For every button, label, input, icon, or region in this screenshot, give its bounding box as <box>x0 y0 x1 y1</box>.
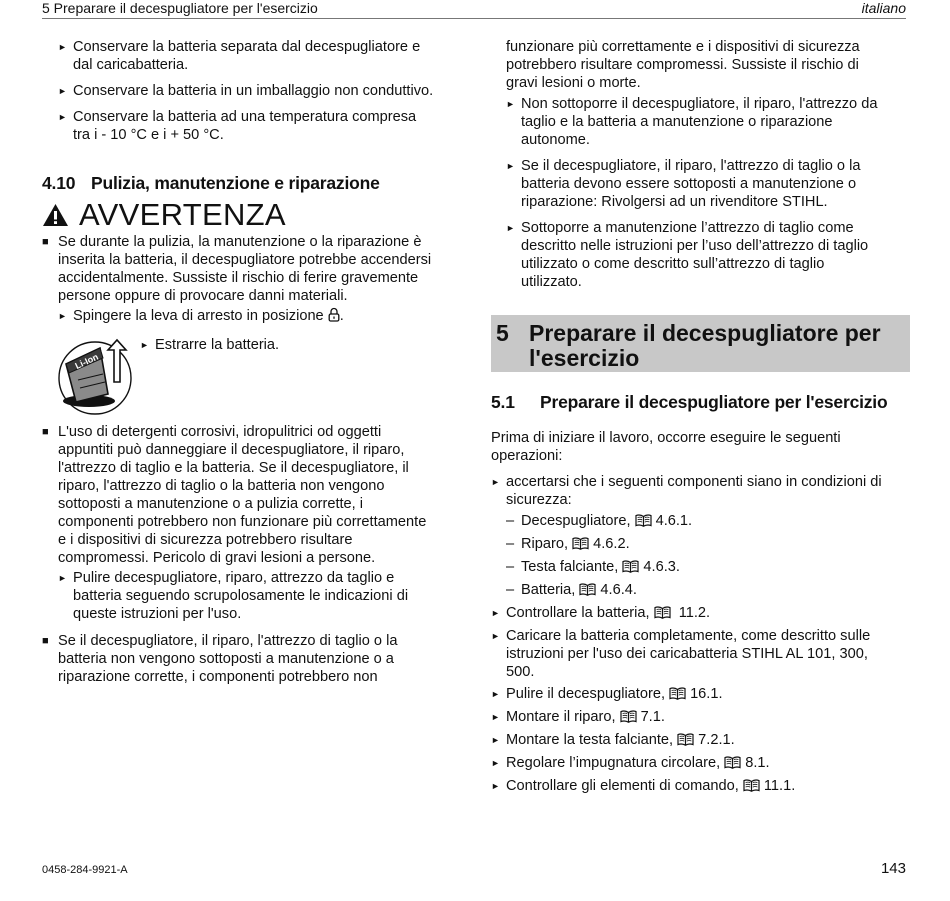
reference-number: 4.6.2. <box>593 536 630 552</box>
list-item <box>140 336 440 354</box>
triangle-bullet-icon: ► <box>491 631 500 641</box>
book-reference-icon <box>572 537 589 550</box>
document-number: 0458-284-9921-A <box>42 864 128 876</box>
list-item-text: Non sottoporre il decespugliatore, il riparo, l'attrezzo da taglio e la batteria a manutenzione o riparazione autonome. <box>521 96 878 148</box>
triangle-bullet-icon: ► <box>58 573 67 583</box>
reference-number: 8.1. <box>745 755 770 771</box>
dash-bullet: – <box>506 559 515 575</box>
book-reference-icon <box>654 606 671 619</box>
section-number: 4.10 <box>42 173 76 193</box>
book-reference-icon <box>743 779 760 792</box>
warning-triangle-icon <box>42 203 69 227</box>
list-item <box>506 157 916 211</box>
list-item-text: Batteria, <box>521 582 576 598</box>
book-reference-icon <box>620 710 637 723</box>
triangle-bullet-icon: ► <box>491 735 500 745</box>
triangle-bullet-icon: ► <box>506 223 515 233</box>
reference-number: 7.2.1. <box>698 732 735 748</box>
sub-list-item <box>506 512 906 530</box>
list-item <box>58 108 468 144</box>
battery-removal-illustration <box>56 336 136 416</box>
battery-label: Li-Ion <box>73 351 100 372</box>
intro-paragraph: Prima di iniziare il lavoro, occorre eseguire le seguenti operazioni: <box>491 430 841 464</box>
warning-heading <box>42 198 286 232</box>
list-item-text: Estrarre la batteria. <box>155 337 280 353</box>
warning-item <box>42 233 462 305</box>
dash-bullet: – <box>506 536 515 552</box>
running-header-section: 5 Preparare il decespugliatore per l'esercizio <box>42 0 318 16</box>
list-item-text: Riparo, <box>521 536 569 552</box>
list-item-text: Pulire il decespugliatore, <box>506 686 665 702</box>
book-reference-icon <box>669 687 686 700</box>
reference-number: 11.2. <box>678 605 711 621</box>
triangle-bullet-icon: ► <box>491 712 500 722</box>
section-title: Preparare il decespugliatore per l'esercizio <box>540 392 888 412</box>
reference-number: 4.6.1. <box>655 513 693 529</box>
list-item <box>491 604 911 622</box>
lock-icon <box>328 307 340 322</box>
chapter-number: 5 <box>496 320 509 346</box>
warning-item <box>42 632 467 686</box>
triangle-bullet-icon: ► <box>58 112 67 122</box>
list-item <box>491 731 911 749</box>
square-bullet-icon: ■ <box>42 635 49 647</box>
list-item <box>58 38 468 74</box>
running-header-language: italiano <box>861 0 906 16</box>
section-heading-4-10 <box>42 174 380 192</box>
list-item-text: Conservare la batteria separata dal decespugliatore e dal caricabatteria. <box>73 39 421 73</box>
triangle-bullet-icon: ► <box>491 689 500 699</box>
list-item-text: Sottoporre a manutenzione l’attrezzo di taglio come descritto nelle istruzioni per l’uso dell’attrezzo di taglio utilizzato o come descritto sull’attrezzo di taglio utilizzato. <box>521 220 869 290</box>
list-item-text: Spingere la leva di arresto in posizione <box>73 308 324 324</box>
warning-item <box>42 423 467 567</box>
square-bullet-icon: ■ <box>42 426 49 438</box>
sub-list-item <box>506 535 906 553</box>
list-item-text: accertarsi che i seguenti componenti siano in condizioni di sicurezza: <box>506 474 882 508</box>
triangle-bullet-icon: ► <box>58 311 67 321</box>
list-item <box>491 627 916 681</box>
reference-number: 4.6.3. <box>643 559 680 575</box>
triangle-bullet-icon: ► <box>58 86 67 96</box>
list-item <box>491 473 916 509</box>
dash-bullet: – <box>506 582 515 598</box>
triangle-bullet-icon: ► <box>491 781 500 791</box>
warning-text: Se durante la pulizia, la manutenzione o la riparazione è inserita la batteria, il decespugliatore potrebbe accendersi accidentalmente. Sussiste il rischio di ferire gravemente persone oppure di provocare danni materiali. <box>58 234 432 304</box>
triangle-bullet-icon: ► <box>491 758 500 768</box>
list-item-text: Decespugliatore, <box>521 513 631 529</box>
warning-label: AVVERTENZA <box>79 197 286 232</box>
list-item <box>491 685 911 703</box>
warning-text: Se il decespugliatore, il riparo, l'attrezzo di taglio o la batteria non vengono sottoposti a manutenzione o a riparazione corrette, i componenti potrebbero non <box>58 633 398 685</box>
list-item-text: Montare il riparo, <box>506 709 616 725</box>
list-item-text: Conservare la batteria ad una temperatura compresa tra i - 10 °C e i + 50 °C. <box>73 109 417 143</box>
list-item-text: Pulire decespugliatore, riparo, attrezzo da taglio e batteria seguendo scrupolosamente le indicazioni di queste istruzioni per l'uso. <box>73 570 409 622</box>
warning-text: L'uso di detergenti corrosivi, idropulitrici od oggetti appuntiti può danneggiare il decespugliatore, il riparo, l'attrezzo di taglio e la batteria. Se il decespugliatore, il riparo, l'attrezzo di taglio o la batteria non vengono sottoposti a manutenzione o a pulizia corrette, i componenti potrebbero non funzionare più correttamente e i dispositivi di sicurezza potrebbero risultare compromessi. Pericolo di gravi lesioni a persone. <box>58 424 427 566</box>
triangle-bullet-icon: ► <box>506 99 515 109</box>
triangle-bullet-icon: ► <box>491 608 500 618</box>
book-reference-icon <box>635 514 652 527</box>
triangle-bullet-icon: ► <box>140 340 149 350</box>
list-item-text: Controllare gli elementi di comando, <box>506 778 739 794</box>
book-reference-icon <box>622 560 639 573</box>
list-item-text: Caricare la batteria completamente, come descritto sulle istruzioni per l'uso dei caricabatteria STIHL AL 101, 300, 500. <box>506 628 871 680</box>
reference-number: 7.1. <box>640 709 665 725</box>
list-item-text: Conservare la batteria in un imballaggio non conduttivo. <box>73 83 434 99</box>
list-item <box>506 95 916 149</box>
reference-number: 16.1. <box>690 686 723 702</box>
triangle-bullet-icon: ► <box>506 161 515 171</box>
section-heading-5-1 <box>491 393 887 411</box>
section-number: 5.1 <box>491 392 515 412</box>
list-item-text: Regolare l’impugnatura circolare, <box>506 755 721 771</box>
list-item-text: Controllare la batteria, <box>506 605 650 621</box>
list-item <box>491 708 911 726</box>
book-reference-icon <box>724 756 741 769</box>
list-item <box>491 777 911 795</box>
warning-text-continued: funzionare più correttamente e i dispositivi di sicurezza potrebbero risultare compromessi. Sussiste il rischio di gravi lesioni o morte. <box>506 39 860 91</box>
triangle-bullet-icon: ► <box>58 42 67 52</box>
sub-list-item <box>506 581 906 599</box>
list-item <box>491 754 911 772</box>
list-item <box>58 569 458 623</box>
list-item-text: Montare la testa falciante, <box>506 732 674 748</box>
list-item <box>506 219 916 291</box>
book-reference-icon <box>579 583 596 596</box>
dash-bullet: – <box>506 513 515 529</box>
reference-number: 11.1. <box>763 778 796 794</box>
reference-number: 4.6.4. <box>600 582 637 598</box>
triangle-bullet-icon: ► <box>491 477 500 487</box>
header-rule <box>42 18 906 19</box>
sub-list-item <box>506 558 906 576</box>
page-number: 143 <box>880 860 906 877</box>
list-item-text: Testa falciante, <box>521 559 619 575</box>
square-bullet-icon: ■ <box>42 236 49 248</box>
list-item: ► Spingere la leva di arresto in posizione . <box>58 308 344 324</box>
book-reference-icon <box>677 733 694 746</box>
list-item <box>58 82 468 100</box>
list-item-text: Se il decespugliatore, il riparo, l'attrezzo di taglio o la batteria devono essere sottoposti a manutenzione o riparazione: Rivolgersi ad un rivenditore STIHL. <box>521 158 861 210</box>
section-title: Pulizia, manutenzione e riparazione <box>91 173 380 193</box>
chapter-title: Preparare il decespugliatore per l'esercizio <box>529 320 881 371</box>
